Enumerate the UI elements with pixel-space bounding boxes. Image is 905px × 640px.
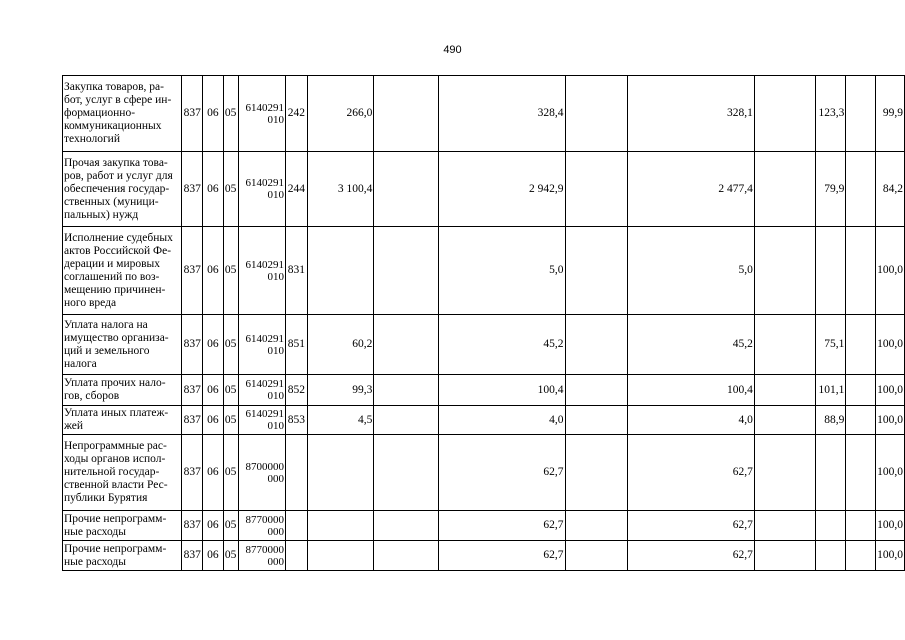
percent-1 — [816, 435, 846, 511]
target-article-code: 6140291 010 — [238, 406, 285, 435]
section-code: 06 — [203, 315, 223, 375]
amount-1: 60,2 — [307, 315, 374, 375]
empty-cell — [846, 227, 876, 315]
expense-type-code — [286, 511, 308, 541]
subsection-code: 05 — [223, 315, 238, 375]
amount-3: 328,1 — [628, 76, 755, 152]
ministry-code: 837 — [182, 435, 203, 511]
empty-cell — [374, 511, 438, 541]
ministry-code: 837 — [182, 375, 203, 406]
item-name: Прочие непрограмм- ные расходы — [63, 511, 182, 541]
amount-2: 4,0 — [438, 406, 565, 435]
subsection-code: 05 — [223, 227, 238, 315]
empty-cell — [846, 541, 876, 571]
empty-cell — [374, 227, 438, 315]
amount-2: 100,4 — [438, 375, 565, 406]
section-code: 06 — [203, 227, 223, 315]
empty-cell — [374, 315, 438, 375]
empty-cell — [565, 406, 627, 435]
section-code: 06 — [203, 375, 223, 406]
empty-cell — [374, 406, 438, 435]
empty-cell — [846, 511, 876, 541]
item-name: Уплата иных платеж- жей — [63, 406, 182, 435]
empty-cell — [565, 541, 627, 571]
empty-cell — [754, 227, 816, 315]
empty-cell — [565, 315, 627, 375]
empty-cell — [374, 375, 438, 406]
ministry-code: 837 — [182, 76, 203, 152]
percent-1: 101,1 — [816, 375, 846, 406]
empty-cell — [846, 375, 876, 406]
section-code: 06 — [203, 152, 223, 227]
section-code: 06 — [203, 406, 223, 435]
empty-cell — [565, 152, 627, 227]
empty-cell — [754, 406, 816, 435]
target-article-code: 6140291 010 — [238, 375, 285, 406]
percent-2: 100,0 — [875, 435, 904, 511]
empty-cell — [565, 227, 627, 315]
empty-cell — [754, 435, 816, 511]
amount-1: 266,0 — [307, 76, 374, 152]
empty-cell — [565, 375, 627, 406]
table-row — [63, 435, 905, 511]
subsection-code: 05 — [223, 435, 238, 511]
section-code: 06 — [203, 435, 223, 511]
empty-cell — [374, 76, 438, 152]
empty-cell — [754, 511, 816, 541]
empty-cell — [846, 315, 876, 375]
table-row — [63, 152, 905, 227]
amount-3: 4,0 — [628, 406, 755, 435]
percent-2: 100,0 — [875, 227, 904, 315]
item-name: Непрограммные рас- ходы органов испол- нительной государ- ственной власти Рес- публики Бурятия — [63, 435, 182, 511]
amount-2: 2 942,9 — [438, 152, 565, 227]
percent-1: 123,3 — [816, 76, 846, 152]
expense-type-code: 242 — [286, 76, 308, 152]
empty-cell — [846, 435, 876, 511]
amount-3: 62,7 — [628, 541, 755, 571]
amount-1: 4,5 — [307, 406, 374, 435]
empty-cell — [374, 435, 438, 511]
item-name: Уплата налога на имущество организа- ций и земельного налога — [63, 315, 182, 375]
target-article-code: 6140291 010 — [238, 76, 285, 152]
empty-cell — [754, 152, 816, 227]
item-name: Прочие непрограмм- ные расходы — [63, 541, 182, 571]
expense-type-code: 831 — [286, 227, 308, 315]
percent-2: 100,0 — [875, 375, 904, 406]
budget-table — [62, 75, 905, 571]
item-name: Исполнение судебных актов Российской Фе- дерации и мировых соглашений по воз- мещению причинен- ного вреда — [63, 227, 182, 315]
empty-cell — [565, 511, 627, 541]
item-name: Прочая закупка това- ров, работ и услуг для обеспечения государ- ственных (муници- пальных) нужд — [63, 152, 182, 227]
amount-1 — [307, 227, 374, 315]
percent-1: 88,9 — [816, 406, 846, 435]
amount-2: 62,7 — [438, 541, 565, 571]
percent-2: 100,0 — [875, 541, 904, 571]
ministry-code: 837 — [182, 406, 203, 435]
percent-1 — [816, 541, 846, 571]
percent-1 — [816, 511, 846, 541]
amount-3: 100,4 — [628, 375, 755, 406]
ministry-code: 837 — [182, 511, 203, 541]
amount-3: 5,0 — [628, 227, 755, 315]
table-row — [63, 541, 905, 571]
amount-1 — [307, 541, 374, 571]
target-article-code: 6140291 010 — [238, 152, 285, 227]
percent-2: 100,0 — [875, 406, 904, 435]
item-name: Закупка товаров, ра- бот, услуг в сфере ин- формационно- коммуникационных технологий — [63, 76, 182, 152]
expense-type-code — [286, 435, 308, 511]
amount-2: 62,7 — [438, 435, 565, 511]
empty-cell — [374, 152, 438, 227]
page-number: 490 — [443, 44, 462, 56]
amount-2: 5,0 — [438, 227, 565, 315]
amount-2: 62,7 — [438, 511, 565, 541]
item-name: Уплата прочих нало- гов, сборов — [63, 375, 182, 406]
target-article-code: 8770000 000 — [238, 511, 285, 541]
expense-type-code — [286, 541, 308, 571]
subsection-code: 05 — [223, 511, 238, 541]
empty-cell — [846, 406, 876, 435]
empty-cell — [565, 435, 627, 511]
amount-1 — [307, 511, 374, 541]
amount-1: 3 100,4 — [307, 152, 374, 227]
target-article-code: 8700000 000 — [238, 435, 285, 511]
subsection-code: 05 — [223, 406, 238, 435]
empty-cell — [754, 76, 816, 152]
ministry-code: 837 — [182, 227, 203, 315]
table-row — [63, 375, 905, 406]
target-article-code: 6140291 010 — [238, 227, 285, 315]
amount-3: 45,2 — [628, 315, 755, 375]
amount-3: 62,7 — [628, 511, 755, 541]
empty-cell — [846, 152, 876, 227]
amount-1: 99,3 — [307, 375, 374, 406]
target-article-code: 8770000 000 — [238, 541, 285, 571]
amount-3: 62,7 — [628, 435, 755, 511]
subsection-code: 05 — [223, 541, 238, 571]
amount-3: 2 477,4 — [628, 152, 755, 227]
percent-1: 75,1 — [816, 315, 846, 375]
section-code: 06 — [203, 76, 223, 152]
target-article-code: 6140291 010 — [238, 315, 285, 375]
expense-type-code: 244 — [286, 152, 308, 227]
ministry-code: 837 — [182, 152, 203, 227]
empty-cell — [754, 375, 816, 406]
subsection-code: 05 — [223, 375, 238, 406]
empty-cell — [565, 76, 627, 152]
ministry-code: 837 — [182, 315, 203, 375]
table-row — [63, 227, 905, 315]
expense-type-code: 852 — [286, 375, 308, 406]
table-row — [63, 511, 905, 541]
table-row — [63, 406, 905, 435]
percent-2: 99,9 — [875, 76, 904, 152]
percent-1: 79,9 — [816, 152, 846, 227]
table-body — [63, 76, 905, 571]
percent-2: 84,2 — [875, 152, 904, 227]
percent-2: 100,0 — [875, 511, 904, 541]
empty-cell — [754, 315, 816, 375]
expense-type-code: 853 — [286, 406, 308, 435]
table-row — [63, 315, 905, 375]
expense-type-code: 851 — [286, 315, 308, 375]
subsection-code: 05 — [223, 76, 238, 152]
empty-cell — [754, 541, 816, 571]
empty-cell — [846, 76, 876, 152]
empty-cell — [374, 541, 438, 571]
percent-1 — [816, 227, 846, 315]
percent-2: 100,0 — [875, 315, 904, 375]
ministry-code: 837 — [182, 541, 203, 571]
section-code: 06 — [203, 511, 223, 541]
section-code: 06 — [203, 541, 223, 571]
subsection-code: 05 — [223, 152, 238, 227]
table-row — [63, 76, 905, 152]
amount-2: 328,4 — [438, 76, 565, 152]
amount-1 — [307, 435, 374, 511]
amount-2: 45,2 — [438, 315, 565, 375]
